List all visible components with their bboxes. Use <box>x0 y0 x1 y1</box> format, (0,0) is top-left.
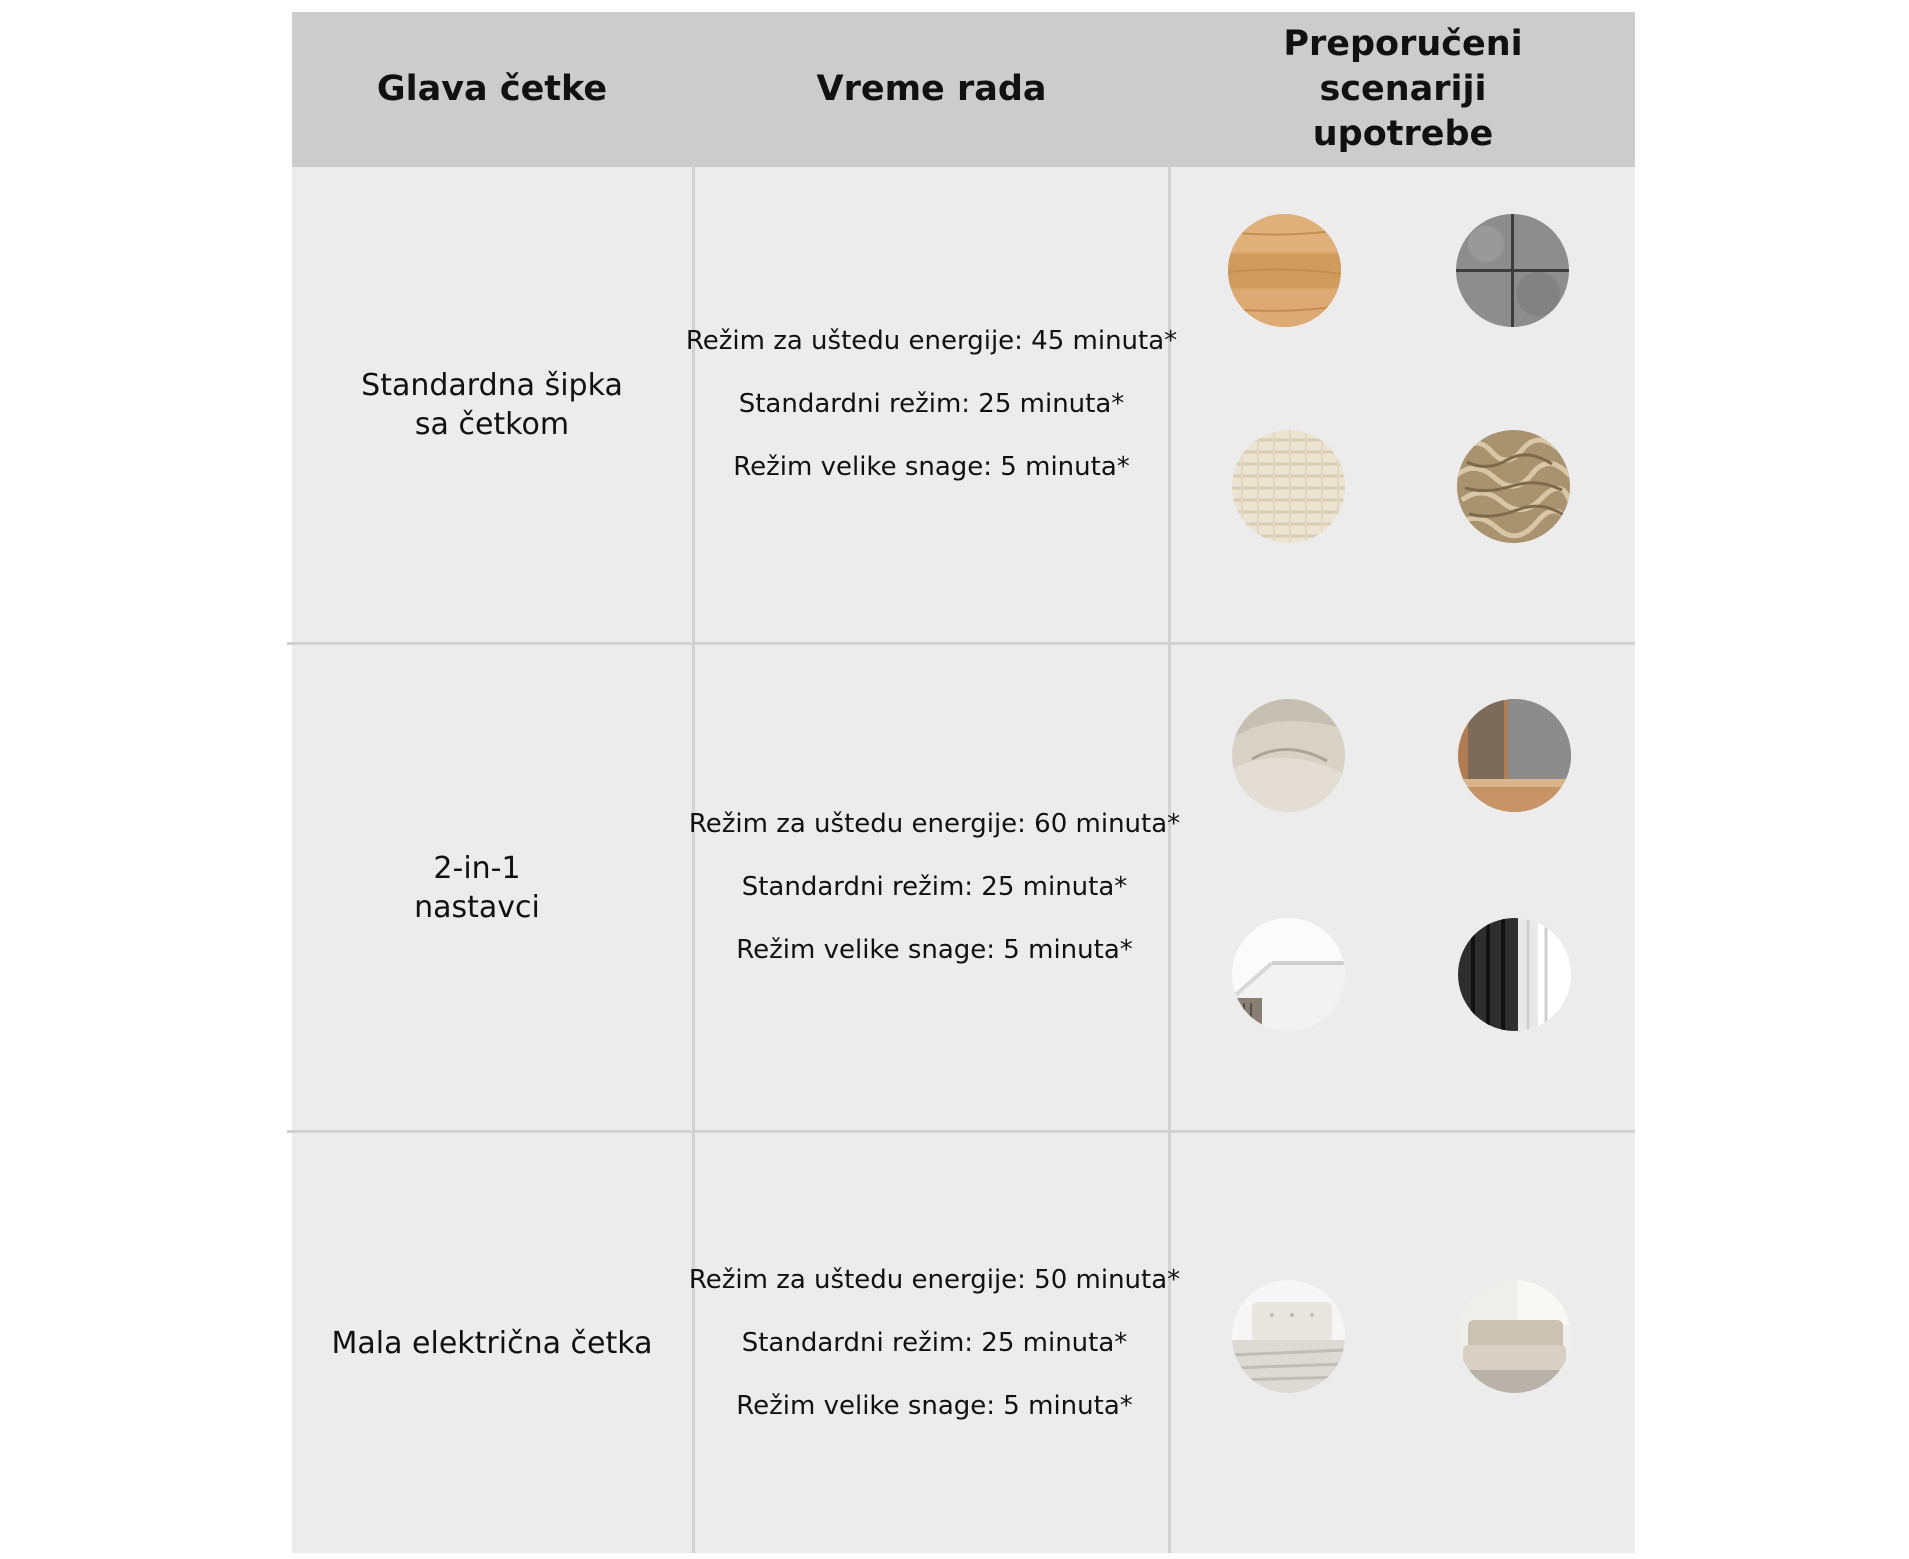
ceiling-corner-icon <box>1232 918 1345 1031</box>
sofa-icon <box>1458 1280 1571 1393</box>
curtain-icon <box>1458 918 1571 1031</box>
run-time-boost: Režim velike snage: 5 minuta* <box>736 1390 1133 1421</box>
run-time-list <box>688 645 1181 1130</box>
run-time-list <box>685 167 1178 642</box>
brush-head-name: 2-in-1 nastavci <box>414 850 540 925</box>
run-time-eco: Režim za uštedu energije: 45 minuta* <box>685 326 1178 356</box>
run-time-standard: Standardni režim: 25 minuta* <box>741 1327 1128 1358</box>
cabinet-icon <box>1458 699 1571 812</box>
wood-floor-icon <box>1228 214 1341 327</box>
header-run-time: Vreme rada <box>816 69 1047 109</box>
shag-carpet-icon <box>1457 430 1570 543</box>
run-time-eco: Režim za uštedu energije: 50 minuta* <box>688 1264 1181 1295</box>
table-header <box>292 12 1635 167</box>
bed-icon <box>1232 1280 1345 1393</box>
brush-head-name: Standardna šipka sa četkom <box>361 367 623 442</box>
header-brush-head: Glava četke <box>376 69 608 109</box>
run-time-boost: Režim velike snage: 5 minuta* <box>736 935 1133 965</box>
tile-floor-icon <box>1456 214 1569 327</box>
run-time-boost: Režim velike snage: 5 minuta* <box>733 452 1130 482</box>
header-scenarios: Preporučeni scenariji upotrebe <box>1283 24 1523 154</box>
run-time-list <box>688 1133 1181 1553</box>
comparison-table <box>292 12 1635 1553</box>
brush-head-name: Mala električna četka <box>331 1325 653 1361</box>
run-time-standard: Standardni režim: 25 minuta* <box>741 872 1128 902</box>
run-time-eco: Režim za uštedu energije: 60 minuta* <box>688 809 1181 839</box>
fabric-sofa-icon <box>1232 699 1345 812</box>
woven-carpet-icon <box>1232 430 1345 543</box>
run-time-standard: Standardni režim: 25 minuta* <box>738 389 1125 419</box>
